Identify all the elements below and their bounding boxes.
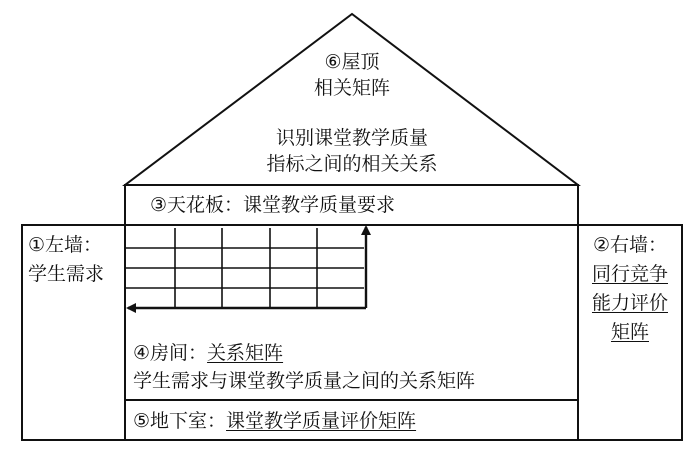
roof-description-line-2: 指标之间的相关关系 xyxy=(266,153,438,175)
right-wall-line-1: 同行竞争 xyxy=(591,263,668,285)
roof-subtitle: 相关矩阵 xyxy=(313,77,390,99)
relationship-grid xyxy=(125,228,364,308)
right-wall-title: ②右墙： xyxy=(592,234,668,256)
room-link: 关系矩阵 xyxy=(207,342,284,364)
ceiling-label: ③天花板：课堂教学质量要求 xyxy=(150,194,396,216)
left-wall-box xyxy=(22,225,125,440)
room-heading xyxy=(133,341,283,365)
room-box xyxy=(125,225,578,440)
basement-prefix: ⑤地下室： xyxy=(133,410,227,432)
roof-title: ⑥屋顶 xyxy=(324,51,380,73)
room-prefix: ④房间： xyxy=(133,342,208,364)
left-wall-subtitle: 学生需求 xyxy=(28,263,105,285)
left-wall-title: ①左墙： xyxy=(28,234,103,256)
basement-link: 课堂教学质量评价矩阵 xyxy=(226,410,417,432)
right-wall-line-2: 能力评价 xyxy=(591,292,668,314)
room-description: 学生需求与课堂教学质量之间的关系矩阵 xyxy=(133,370,476,392)
right-wall-line-3: 矩阵 xyxy=(610,321,649,343)
roof-description-line-1: 识别课堂教学质量 xyxy=(275,127,428,149)
basement-heading xyxy=(133,409,416,433)
